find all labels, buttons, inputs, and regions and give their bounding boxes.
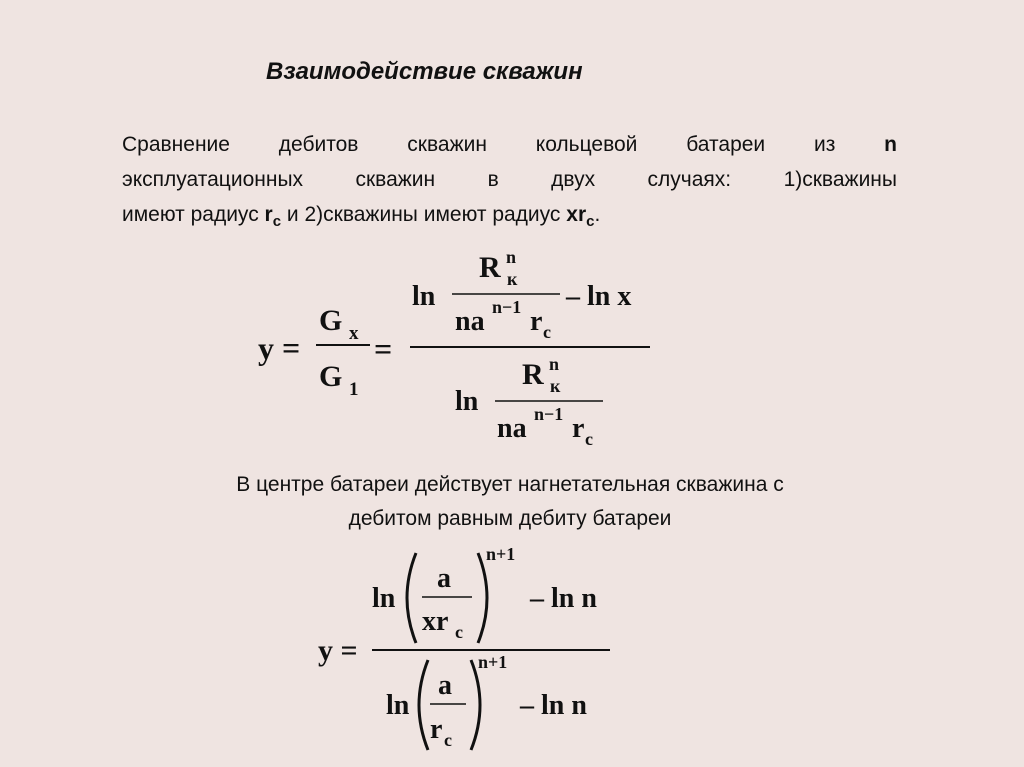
f1-den-R: R [522,358,544,391]
f2-num-minus-ln-n: – ln n [530,583,597,614]
f1-eq: = [374,331,393,367]
f2-den-r: r [430,714,443,745]
f1-num-r: r [530,306,543,337]
f2-den-minus-ln-n: – ln n [520,690,587,721]
f1-num-na: na [455,306,485,337]
f2-num-xr: xr [422,606,449,637]
f2-num-exp: n+1 [486,544,516,564]
middle-text-line-1: В центре батареи действует нагнетательная скважина с [236,473,784,496]
f1-den-r: r [572,413,585,444]
f2-num-left-paren [407,553,416,643]
f1-den-R-sub: к [550,376,561,396]
f1-den-R-sup: n [549,354,560,374]
f1-num-r-sub: c [543,322,551,342]
f1-num-ln: ln [412,281,436,312]
f2-den-right-paren [471,660,480,750]
slide-title: Взаимодействие скважин [266,58,583,85]
f1-den-na-sup: n−1 [534,404,564,424]
f2-den-r-sub: c [444,730,452,750]
f1-y-eq: y = [258,330,301,366]
f1-num-minus-ln-x: – ln x [566,281,632,312]
f1-G1-sub: 1 [349,379,359,400]
intro-line-3: имеют радиус $r_c$ и 2)скважины имеют радиус $xr_c$. [122,203,601,230]
f1-num-na-sup: n−1 [492,297,522,317]
f1-Gx-G: G [319,304,343,337]
f2-y-eq: y = [318,634,358,667]
intro-line-1: Сравнение дебитов скважин кольцевой батареи из n [122,133,897,156]
f1-den-ln: ln [455,386,479,417]
f2-num-xr-sub: c [455,622,463,642]
f2-den-ln: ln [386,690,410,721]
f1-num-R-sub: к [507,269,518,289]
f2-num-ln: ln [372,583,396,614]
f2-den-a: a [438,670,452,701]
f1-den-r-sub: c [585,429,593,449]
f1-num-R: R [479,251,501,284]
f1-den-na: na [497,413,527,444]
intro-line-2: эксплуатационных скважин в двух случаях: 1)скважины [122,168,897,191]
f2-den-exp: n+1 [478,652,508,672]
f2-num-a: a [437,563,451,594]
f1-num-R-sup: n [506,247,517,267]
middle-text-line-2: дебитом равным дебиту батареи [348,507,672,530]
f2-den-left-paren [419,660,428,750]
f1-G1-G: G [319,360,343,393]
f2-num-right-paren [478,553,487,643]
f1-Gx-sub: x [349,323,359,344]
